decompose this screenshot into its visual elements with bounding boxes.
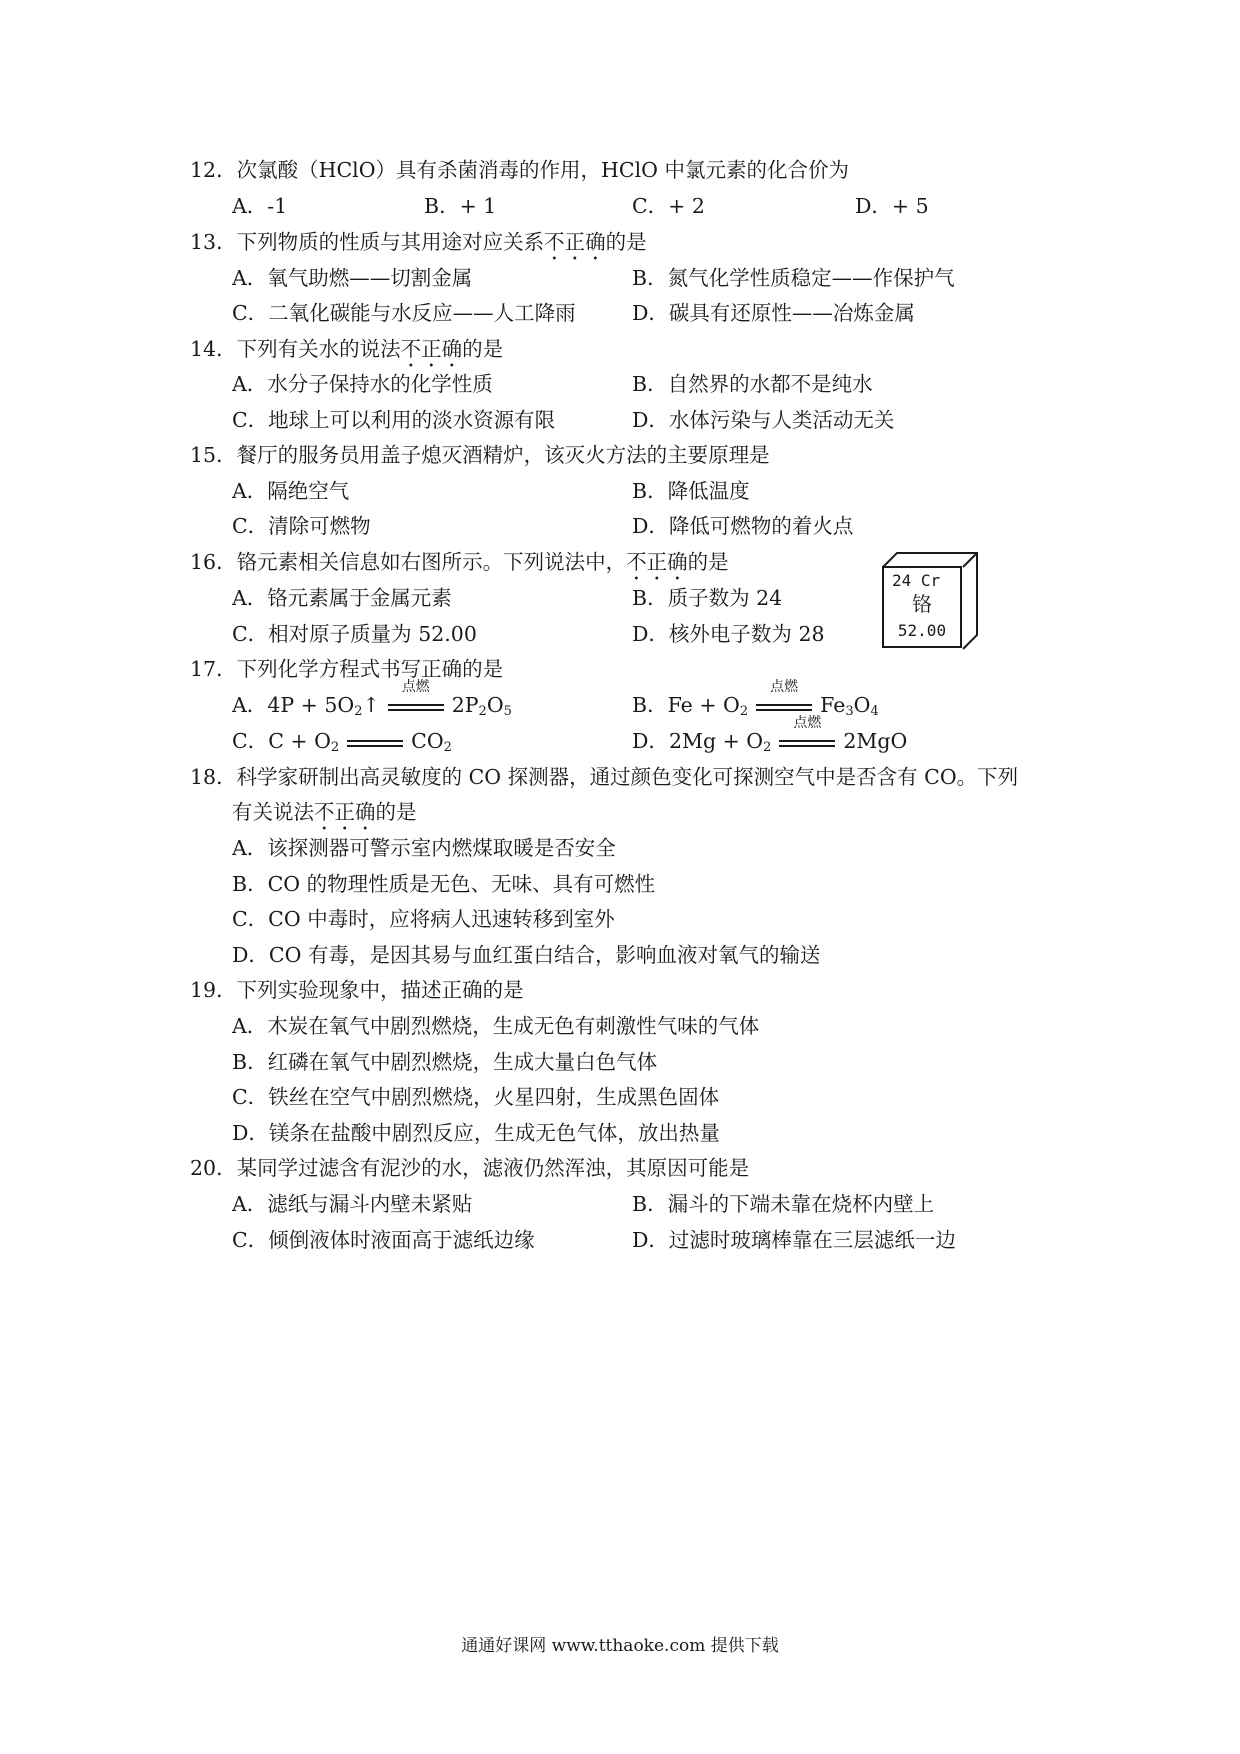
q19-option-c: C．铁丝在空气中剧烈燃烧，火星四射，生成黑色固体 — [232, 1085, 720, 1109]
element-mass: 52.00 — [897, 621, 947, 640]
question-18-stem — [190, 763, 1018, 791]
product: 2P — [451, 693, 479, 717]
product: 2MgO — [843, 729, 908, 753]
question-text: 次氯酸（HClO）具有杀菌消毒的作用，HClO 中氯元素的化合价为 — [236, 158, 849, 182]
question-text: 下列实验现象中，描述正确的是 — [236, 978, 524, 1002]
q20-option-c: C．倾倒液体时液面高于滤纸边缘 — [232, 1228, 535, 1252]
q18-option-b: B．CO 的物理性质是无色、无味、具有可燃性 — [232, 872, 656, 896]
element-name: 铬 — [912, 592, 932, 616]
reaction-arrow — [345, 727, 405, 755]
q17-option-d — [632, 715, 908, 762]
question-15-stem — [190, 441, 770, 469]
question-20-stem — [190, 1154, 749, 1182]
q14-option-c: C．地球上可以利用的淡水资源有限 — [232, 408, 556, 432]
question-number: 17． — [190, 657, 237, 681]
subscript: 3 — [845, 704, 854, 719]
question-14-stem — [190, 335, 503, 372]
question-number: 19． — [190, 978, 237, 1002]
equals-sign — [347, 740, 403, 747]
product: O — [853, 693, 871, 717]
question-number: 18． — [190, 765, 237, 789]
subscript: 2 — [739, 704, 749, 719]
reactants: 4P + 5O — [267, 693, 355, 717]
question-text-end: 的是 — [375, 800, 417, 824]
reaction-arrow — [777, 715, 837, 755]
question-number: 20． — [190, 1156, 237, 1180]
q13-option-c: C．二氧化碳能与水反应——人工降雨 — [232, 301, 576, 325]
reaction-arrow — [386, 679, 446, 719]
product: Fe — [820, 693, 846, 717]
option-label: C． — [232, 729, 269, 753]
q12-option-a: A．-1 — [232, 194, 288, 218]
gas-arrow: ↑ — [362, 693, 380, 717]
question-text: 餐厅的服务员用盖子熄灭酒精炉，该灭火方法的主要原理是 — [236, 443, 770, 467]
reactants: 2Mg + O — [668, 729, 764, 753]
q20-option-b: B．漏斗的下端未靠在烧杯内壁上 — [632, 1192, 935, 1216]
q18-option-d: D．CO 有毒，是因其易与血红蛋白结合，影响血液对氧气的输送 — [232, 943, 821, 967]
question-text: 铬元素相关信息如右图所示。下列说法中， — [236, 550, 627, 574]
question-16-stem — [190, 548, 729, 585]
page-footer: 通通好课网 www.tthaoke.com 提供下载 — [461, 1636, 779, 1656]
q16-option-d: D．核外电子数为 28 — [632, 622, 825, 646]
question-number: 16． — [190, 550, 237, 574]
reactants: Fe + O — [667, 693, 740, 717]
q16-option-a: A．铬元素属于金属元素 — [232, 586, 452, 610]
reaction-condition: 点燃 — [770, 679, 799, 695]
question-text: 下列有关水的说法 — [236, 337, 401, 361]
element-card-face — [882, 566, 962, 648]
q15-option-a: A．隔绝空气 — [232, 479, 350, 503]
q12-option-d: D．+ 5 — [855, 194, 929, 218]
q16-option-b: B．质子数为 24 — [632, 586, 783, 610]
q13-option-a: A．氧气助燃——切割金属 — [232, 266, 473, 290]
reaction-condition: 点燃 — [793, 715, 822, 731]
option-label: B． — [632, 693, 668, 717]
product: O — [486, 693, 504, 717]
equals-sign — [779, 740, 835, 747]
element-number-symbol: 24 Cr — [892, 571, 941, 590]
q15-option-c: C．清除可燃物 — [232, 514, 371, 538]
emphasis-text: 不正确 — [626, 550, 688, 574]
question-19-stem — [190, 976, 524, 1004]
q15-option-d: D．降低可燃物的着火点 — [632, 514, 854, 538]
question-text: 下列化学方程式书写正确的是 — [236, 657, 504, 681]
reaction-condition: 点燃 — [401, 679, 430, 695]
q13-option-d: D．碳具有还原性——冶炼金属 — [632, 301, 915, 325]
question-text: 下列物质的性质与其用途对应关系 — [236, 230, 545, 254]
q17-option-a — [232, 679, 512, 726]
option-label: A． — [232, 693, 268, 717]
question-number: 15． — [190, 443, 237, 467]
subscript: 2 — [763, 740, 772, 755]
subscript: 2 — [354, 704, 363, 719]
question-12-stem — [190, 156, 849, 184]
question-18-stem-cont — [232, 798, 417, 835]
q13-option-b: B．氮气化学性质稳定——作保护气 — [632, 266, 955, 290]
question-number: 13． — [190, 230, 237, 254]
question-text: 有关说法 — [232, 800, 314, 824]
product: CO — [411, 729, 444, 753]
question-text-end: 的是 — [605, 230, 647, 254]
emphasis-text: 不正确 — [400, 337, 463, 361]
q19-option-a: A．木炭在氧气中剧烈燃烧，生成无色有刺激性气味的气体 — [232, 1014, 760, 1038]
question-text-end: 的是 — [687, 550, 729, 574]
emphasis-text: 不正确 — [544, 230, 606, 254]
q14-option-a: A．水分子保持水的化学性质 — [232, 372, 493, 396]
subscript: 5 — [503, 704, 512, 719]
q20-option-a: A．滤纸与漏斗内壁未紧贴 — [232, 1192, 473, 1216]
q18-option-a: A．该探测器可警示室内燃煤取暖是否安全 — [232, 836, 616, 860]
q17-option-c — [232, 727, 452, 762]
question-17-stem — [190, 655, 503, 683]
q12-option-c: C．+ 2 — [632, 194, 705, 218]
equals-sign — [388, 704, 444, 711]
equals-sign — [756, 704, 812, 711]
question-number: 12． — [190, 158, 237, 182]
question-number: 14． — [190, 337, 237, 361]
q16-option-c: C．相对原子质量为 52.00 — [232, 622, 477, 646]
q19-option-b: B．红磷在氧气中剧烈燃烧，生成大量白色气体 — [232, 1050, 658, 1074]
q20-option-d: D．过滤时玻璃棒靠在三层滤纸一边 — [632, 1228, 956, 1252]
q17-option-b — [632, 679, 879, 726]
subscript: 2 — [443, 740, 452, 755]
subscript: 2 — [330, 740, 340, 755]
question-13-stem — [190, 228, 647, 265]
chromium-element-card — [882, 552, 978, 650]
q15-option-b: B．降低温度 — [632, 479, 750, 503]
q14-option-d: D．水体污染与人类活动无关 — [632, 408, 895, 432]
emphasis-text: 不正确 — [314, 800, 376, 824]
question-text: 某同学过滤含有泥沙的水，滤液仍然浑浊，其原因可能是 — [236, 1156, 750, 1180]
q19-option-d: D．镁条在盐酸中剧烈反应，生成无色气体，放出热量 — [232, 1121, 720, 1145]
subscript: 2 — [478, 704, 487, 719]
q14-option-b: B．自然界的水都不是纯水 — [632, 372, 873, 396]
question-text: 科学家研制出高灵敏度的 CO 探测器，通过颜色变化可探测空气中是否含有 CO。下列 — [236, 765, 1019, 789]
q12-option-b: B．+ 1 — [424, 194, 497, 218]
subscript: 4 — [870, 704, 879, 719]
reactants: C + O — [268, 729, 331, 753]
question-text-end: 的是 — [462, 337, 504, 361]
option-label: D． — [632, 729, 669, 753]
q18-option-c: C．CO 中毒时，应将病人迅速转移到室外 — [232, 907, 615, 931]
